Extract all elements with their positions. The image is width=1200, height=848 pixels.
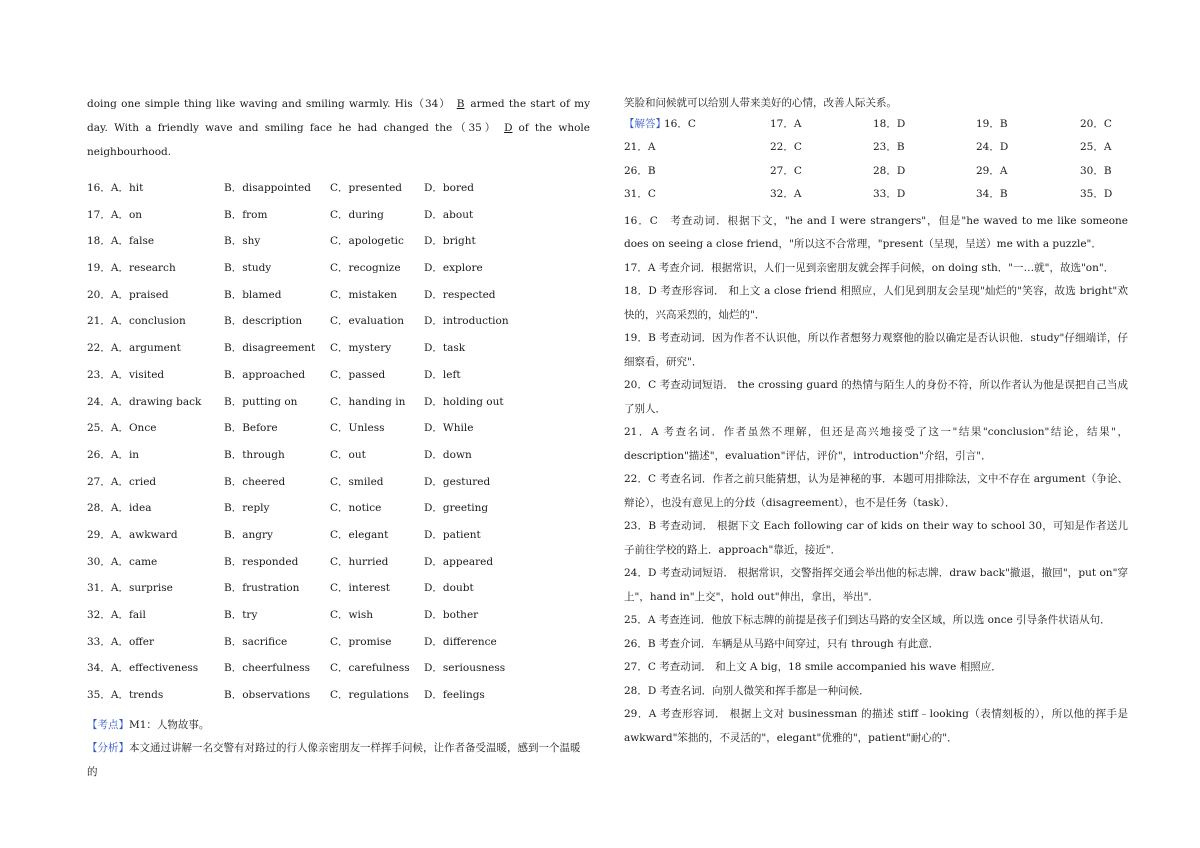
option-row (87, 500, 590, 527)
fenxi-note (87, 737, 590, 784)
answer-item: 17．A (770, 117, 802, 130)
explanation-item: 16．C 考查动词．根据下文，"he and I were strangers"，但是"he waved to me like someone does on seeing a close friend，"所以这不合常理，"present（呈现，呈送）me with a puzzle"． (624, 214, 1128, 250)
explanation-item: 18．D 考查形容词． 和上文 a close friend 相照应，人们见到朋友会呈现"灿烂的"笑容，故选 bright"欢快的，兴高采烈的，灿烂的"． (624, 285, 1128, 321)
option-c: C．handing in (330, 395, 406, 408)
option-d: D．greeting (424, 502, 489, 515)
option-a: 21．A．conclusion (87, 315, 186, 328)
explanation-item: 19．B 考查动词．因为作者不认识他，所以作者想努力观察他的脸以确定是否认识他．study"仔细端详，仔细察看，研究"． (624, 332, 1128, 368)
kaodian-tag: 【考点】 (87, 718, 129, 731)
fenxi-continued: 笑脸和问候就可以给别人带来美好的心情，改善人际关系。 (624, 97, 897, 109)
option-row (87, 313, 590, 340)
option-d: D．introduction (424, 315, 509, 328)
option-b: B．from (224, 208, 268, 221)
option-b: B．shy (224, 235, 261, 248)
option-a: 32．A．fail (87, 609, 146, 621)
option-a: 19．A．research (87, 262, 176, 275)
option-c: C．carefulness (330, 662, 410, 675)
left-column (87, 92, 590, 784)
option-c: C．interest (330, 582, 390, 595)
explanation-item: 25．A 考查连词．他放下标志牌的前提是孩子们到达马路的安全区域，所以选 once 引导条件状语从句． (624, 614, 1111, 626)
option-row (87, 554, 590, 581)
option-row (87, 474, 590, 501)
fenxi-tag: 【分析】 (87, 742, 129, 755)
option-c: C．mistaken (330, 288, 398, 301)
answer-item: 22．C (770, 141, 802, 153)
option-b: B．cheered (224, 475, 286, 488)
option-d: D．gestured (424, 475, 491, 488)
option-b: B．disappointed (224, 182, 311, 194)
option-b: B．observations (224, 689, 311, 702)
explanation-item: 17．A 考查介词．根据常识，人们一见到亲密朋友就会挥手问候，on doing sth．"一…就"，故选"on"． (624, 261, 1115, 274)
option-a: 25．A．Once (87, 422, 157, 435)
option-row (87, 607, 590, 634)
option-b: B．angry (224, 528, 273, 541)
jieda-tag: 【解答】 (624, 117, 666, 130)
passage-ending (87, 92, 590, 164)
option-row (87, 447, 590, 474)
explanation-item: 23．B 考查动词． 根据下文 Each following car of kids on their way to school 30，可知是作者送儿子前往学校的路上．approach"靠近，接近"． (624, 520, 1128, 556)
answer-item: 26．B (624, 164, 656, 177)
option-d: D．While (424, 422, 474, 435)
option-b: B．cheerfulness (224, 662, 311, 675)
option-row (87, 394, 590, 421)
answer-row (624, 139, 1128, 163)
kaodian-text: M1：人物故事。 (129, 718, 210, 731)
option-row (87, 527, 590, 554)
option-c: C．Unless (330, 422, 385, 435)
option-a: 20．A．praised (87, 288, 169, 301)
option-b: B．description (224, 315, 303, 328)
option-a: 17．A．on (87, 208, 143, 221)
option-d: D．appeared (424, 555, 494, 568)
explanation-item: 22．C 考查名词．作者之前只能猜想，认为是神秘的事．本题可用排除法，文中不存在 argument（争论、辩论），也没有意见上的分歧（disagreement），也不是任务（task）． (624, 473, 1128, 509)
answer-item: 20．C (1080, 117, 1112, 130)
option-c: C．mystery (330, 342, 392, 355)
option-a: 26．A．in (87, 448, 140, 461)
option-b: B．approached (224, 368, 306, 381)
option-row (87, 687, 590, 714)
option-a: 22．A．argument (87, 342, 181, 355)
explanation-item: 29．A 考查形容词． 根据上文对 businessman 的描述 stiff﹣looking（表情刻板的），所以他的挥手是 awkward"笨拙的，不灵活的"，elegant"优雅的"，patient"耐心的"． (624, 708, 1128, 744)
option-b: B．frustration (224, 582, 300, 595)
option-a: 28．A．idea (87, 502, 152, 515)
option-row (87, 634, 590, 661)
option-b: B．putting on (224, 395, 298, 408)
answer-item: 29．A (976, 164, 1008, 177)
option-row (87, 207, 590, 234)
option-row (87, 367, 590, 394)
option-c: C．hurried (330, 555, 389, 568)
passage-text: of the whole neighbourhood. (87, 122, 590, 158)
answer-item: 32．A (770, 188, 802, 200)
answer-key (624, 116, 1128, 210)
option-row (87, 420, 590, 447)
option-row (87, 580, 590, 607)
option-c: C．wish (330, 609, 374, 621)
option-b: B．disagreement (224, 342, 316, 355)
option-d: D．bother (424, 609, 479, 621)
option-b: B．blamed (224, 288, 282, 301)
option-row (87, 233, 590, 260)
option-d: D．respected (424, 288, 496, 301)
option-row (87, 660, 590, 687)
option-a: 30．A．came (87, 555, 158, 568)
option-b: B．sacrifice (224, 635, 288, 648)
option-a: 34．A．effectiveness (87, 662, 199, 675)
option-a: 35．A．trends (87, 689, 164, 702)
option-b: B．try (224, 609, 258, 621)
passage-text: armed the start of my day. With a friendly wave and smiling face he had changed the（35） (87, 98, 591, 134)
option-row (87, 287, 590, 314)
answer-item: 35．D (1080, 188, 1113, 200)
passage-text: doing one simple thing like waving and smiling warmly. His（34） (87, 98, 451, 110)
option-d: D．bright (424, 235, 476, 248)
answer-item: 23．B (873, 141, 905, 153)
option-d: D．seriousness (424, 662, 506, 675)
answer-item: 19．B (976, 117, 1008, 130)
option-d: D．explore (424, 262, 483, 275)
option-c: C．regulations (330, 689, 409, 702)
option-b: B．through (224, 448, 285, 461)
option-c: C．evaluation (330, 315, 404, 328)
explanation-list (624, 210, 1128, 751)
option-a: 16．A．hit (87, 182, 144, 194)
option-a: 29．A．awkward (87, 528, 178, 541)
answer-row (624, 186, 1128, 210)
answer-item: 25．A (1080, 141, 1112, 153)
option-d: D．left (424, 368, 461, 381)
option-d: D．about (424, 208, 474, 221)
blank-34-answer: B (456, 98, 465, 110)
option-c: C．elegant (330, 528, 389, 541)
kaodian-note (87, 714, 590, 738)
option-c: C．smiled (330, 475, 384, 488)
option-d: D．holding out (424, 395, 504, 408)
explanation-item: 26．B 考查介词．车辆是从马路中间穿过，只有 through 有此意． (624, 637, 940, 650)
right-column (624, 92, 1128, 750)
answer-row (624, 116, 1128, 140)
option-d: D．difference (424, 635, 497, 648)
option-b: B．responded (224, 555, 299, 568)
option-b: B．reply (224, 502, 270, 515)
option-c: C．apologetic (330, 235, 404, 248)
option-list (87, 180, 590, 714)
explanation-item: 21．A 考查名词．作者虽然不理解，但还是高兴地接受了这一"结果"conclusion"结论，结果"，description"描述"，evaluation"评估，评价"，introduction"介绍，引言"． (624, 426, 1128, 462)
answer-item: 30．B (1080, 164, 1112, 177)
explanation-item: 24．D 考查动词短语． 根据常识，交警指挥交通会举出他的标志牌．draw back"撤退，撤回"，put on"穿上"，hand in"上交"，hold out"伸出，拿出，举出"． (624, 567, 1128, 603)
option-a: 23．A．visited (87, 368, 165, 381)
option-a: 24．A．drawing back (87, 395, 202, 408)
answer-item: 34．B (976, 188, 1008, 200)
option-d: D．down (424, 448, 472, 461)
answer-item: 24．D (976, 141, 1009, 153)
option-c: C．notice (330, 502, 382, 515)
answer-item: 33．D (873, 188, 906, 200)
option-c: C．passed (330, 368, 386, 381)
option-a: 33．A．offer (87, 635, 154, 648)
option-a: 27．A．cried (87, 475, 157, 488)
option-row (87, 340, 590, 367)
option-d: D．bored (424, 182, 474, 194)
option-c: C．presented (330, 182, 403, 194)
answer-item: 21．A (624, 141, 656, 153)
explanation-item: 28．D 考查名词．向别人微笑和挥手都是一种问候． (624, 684, 870, 697)
option-c: C．out (330, 448, 366, 461)
option-a: 18．A．false (87, 235, 155, 248)
option-row (87, 180, 590, 207)
answer-item: 28．D (873, 164, 906, 177)
option-c: C．during (330, 208, 384, 221)
fenxi-text: 本文通过讲解一名交警有对路过的行人像亲密朋友一样挥手问候，让作者备受温暖，感到一个温暖的 (87, 742, 581, 778)
answer-item: 31．C (624, 188, 656, 200)
option-d: D．task (424, 342, 466, 355)
answer-item: 16．C (664, 117, 696, 130)
option-c: C．recognize (330, 262, 401, 275)
option-d: D．feelings (424, 689, 485, 702)
explanation-item: 27．C 考查动词． 和上文 A big，18 smile accompanied his wave 相照应． (624, 661, 1002, 673)
option-a: 31．A．surprise (87, 582, 173, 595)
option-b: B．study (224, 262, 272, 275)
option-c: C．promise (330, 635, 392, 648)
option-b: B．Before (224, 422, 278, 435)
option-row (87, 260, 590, 287)
option-d: D．patient (424, 528, 481, 541)
answer-row (624, 163, 1128, 187)
answer-item: 27．C (770, 164, 802, 177)
answer-item: 18．D (873, 117, 906, 130)
explanation-item: 20．C 考查动词短语． the crossing guard 的热情与陌生人的身份不符，所以作者认为他是误把自己当成了别人． (624, 379, 1128, 415)
option-d: D．doubt (424, 582, 474, 595)
blank-35-answer: D (504, 122, 513, 134)
